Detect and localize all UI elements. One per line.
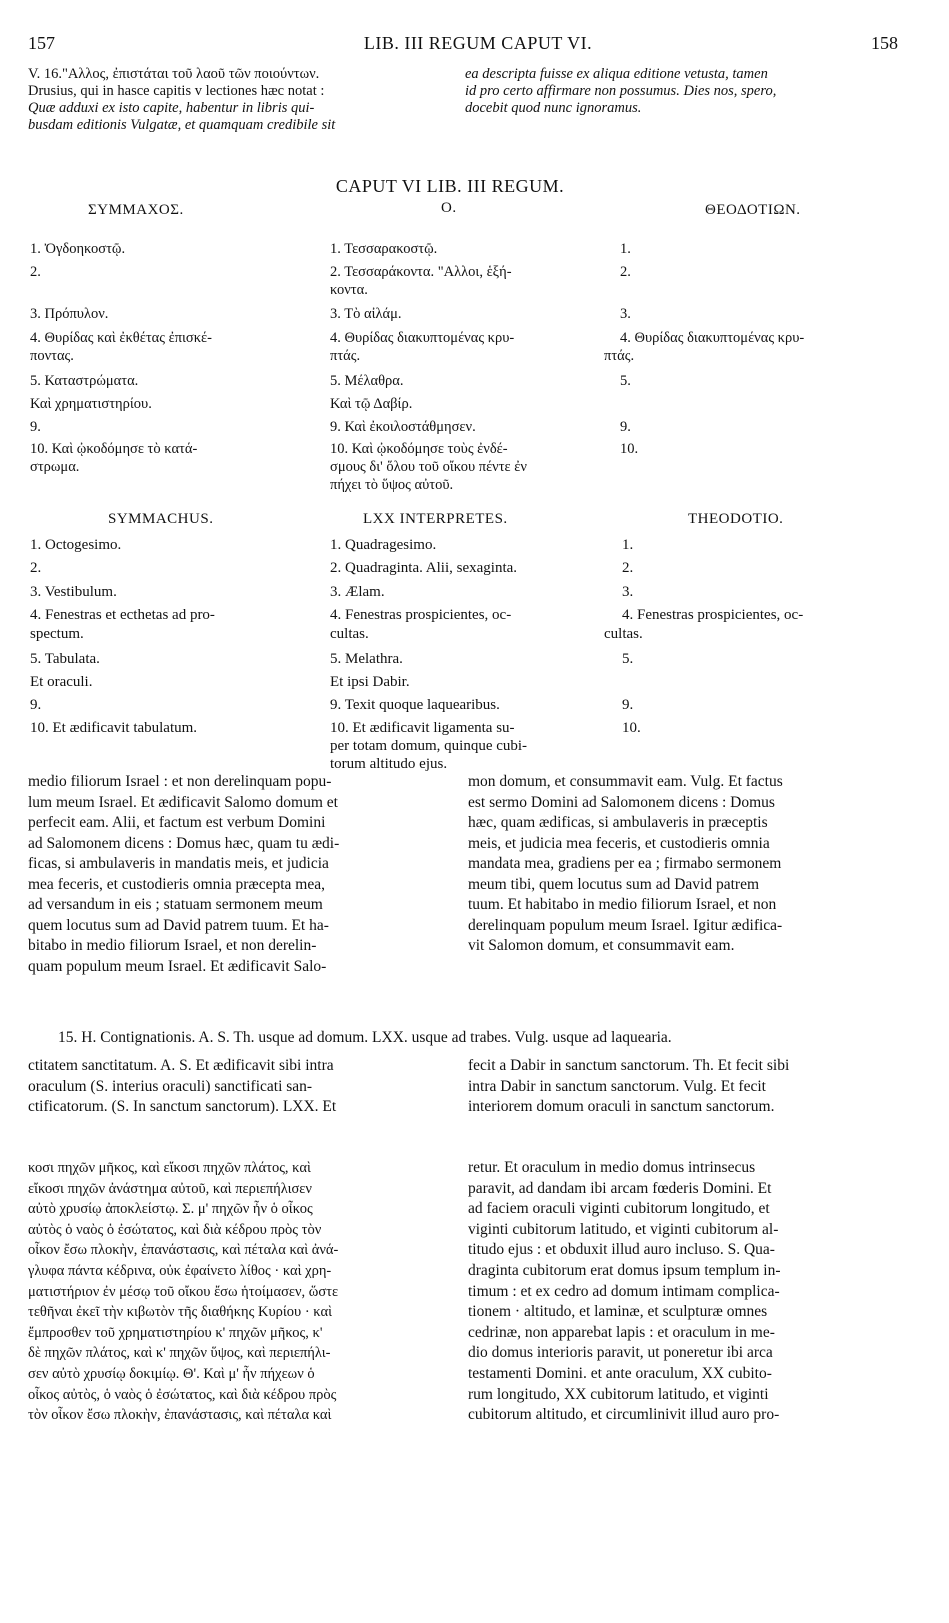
body-line: derelinquam populum meum Israel. Igitur ædifica- xyxy=(468,916,783,934)
latin-lxx-line: 9. Texit quoque laquearibus. xyxy=(330,697,500,713)
bottom-latin-line: cedrinæ, non apparebat lapis : et oraculum in me- xyxy=(468,1323,775,1341)
bottom-latin-line: ad faciem oraculi viginti cubitorum longitudo, et xyxy=(468,1200,770,1218)
greek-theo-line: 1. xyxy=(620,241,631,257)
greek-theo-line: 2. xyxy=(620,264,631,280)
intro-line: id pro certo affirmare non possumus. Dies nos, spero, xyxy=(465,83,777,99)
latin-sym-line: 5. Tabulata. xyxy=(30,651,100,667)
bottom-latin-line: dio domus interioris paravit, ut poneretur ibi arca xyxy=(468,1344,773,1362)
latin-sym-line: 10. Et ædificavit tabulatum. xyxy=(30,720,198,736)
v15-right-column xyxy=(468,1056,898,1118)
body-line: vit Salomon domum, et consummavit eam. xyxy=(468,937,735,954)
latin-theo-line: 2. xyxy=(622,560,634,576)
greek-lxx-line: 9. Καὶ ἐκοιλοστάθμησεν. xyxy=(330,419,476,435)
bottom-greek-line: ματιστήριον ἐν μέσῳ τοῦ οἴκου ἔσω ἡτοίμασεν, ὥστε xyxy=(28,1283,339,1300)
body-line: ad Salomonem dicens : Domus hæc, quam tu ædi- xyxy=(28,834,340,852)
intro-right-column xyxy=(465,66,885,117)
greek-sym-line: 10. Καὶ ᾠκοδόμησε τὸ κατά- xyxy=(30,441,198,457)
greek-theo-line: 5. xyxy=(620,373,631,389)
bottom-right-latin xyxy=(468,1158,898,1426)
latin-lxx-line: 4. Fenestras prospicientes, oc- xyxy=(330,607,512,623)
greek-lxx-line: 3. Τὸ αἰλάμ. xyxy=(330,306,402,322)
latin-sym-line: Et oraculi. xyxy=(30,674,93,690)
bottom-greek-line: εἴκοσι πηχῶν ἀνάστημα αὐτοῦ, καὶ περιεπήλισεν xyxy=(28,1180,312,1197)
bottom-latin-line: cubitorum altitudo, et circumlinivit illud auro pro- xyxy=(468,1406,780,1424)
latin-theo-line: 9. xyxy=(622,697,634,713)
body-line: est sermo Domini ad Salomonem dicens : Domus xyxy=(468,793,775,811)
bottom-latin-line: draginta cubitorum erat domus ipsum templum in- xyxy=(468,1261,781,1279)
greek-lxx-line: 1. Τεσσαρακοστῷ. xyxy=(330,241,438,257)
body-line: meis, et judicia mea feceris, et custodieris omnia xyxy=(468,834,770,852)
latin-lxx-line: per totam domum, quinque cubi- xyxy=(330,738,528,754)
bottom-latin-line: titudo ejus : et obduxit illud auro incluso. S. Qua- xyxy=(468,1241,775,1259)
body-left-column xyxy=(28,772,458,977)
bottom-latin-line: paravit, ad dandam ibi arcam fœderis Domini. Et xyxy=(468,1179,772,1197)
intro-line: ea descripta fuisse ex aliqua editione vetusta, tamen xyxy=(465,66,768,82)
bottom-left-greek xyxy=(28,1158,458,1426)
bottom-latin-line: testamenti Domini. et ante oraculum, XX cubito- xyxy=(468,1364,772,1382)
body-line: medio filiorum Israel : et non derelinquam popu- xyxy=(28,773,332,790)
running-header xyxy=(28,33,898,57)
latin-lxx-line: 10. Et ædificavit ligamenta su- xyxy=(330,720,515,736)
body-line: ad versandum in eis ; statuam sermonem meum xyxy=(28,896,323,913)
greek-lxx-line: πήχει τὸ ὕψος αὐτοῦ. xyxy=(330,477,454,493)
latin-sym-line: 4. Fenestras et ecthetas ad pro- xyxy=(30,607,215,623)
body-line: meum tibi, quem locutus sum ad David patrem xyxy=(468,875,760,893)
greek-head-symmachus: ΣΥΜΜΑΧΟΣ. xyxy=(88,202,184,218)
body-line: mea feceris, et custodieris omnia præcepta mea, xyxy=(28,875,325,893)
latin-theo-line: 5. xyxy=(622,651,634,667)
intro-line: Quæ adduxi ex isto capite, habentur in libris qui- xyxy=(28,100,315,116)
bottom-latin-line: rum longitudo, XX cubitorum latitudo, et viginti xyxy=(468,1385,769,1403)
body-line: perfecit eam. Alii, et factum est verbum Domini xyxy=(28,814,326,831)
greek-sym-line: Καὶ χρηματιστηρίου. xyxy=(30,396,152,412)
body-line: bitabo in medio filiorum Israel, et non derelin- xyxy=(28,937,317,954)
greek-sym-line: 4. Θυρίδας καὶ ἐκθέτας ἐπισκέ- xyxy=(30,330,212,346)
greek-sym-line: 3. Πρόπυλον. xyxy=(30,306,109,322)
latin-lxx-line: Et ipsi Dabir. xyxy=(330,674,410,690)
bottom-greek-line: οἶκος αὐτὸς, ὁ ναὸς ὁ ἐσώτατος, καὶ διὰ κέδρου πρὸς xyxy=(28,1386,337,1403)
intro-line: docebit quod nunc ignoramus. xyxy=(465,100,642,116)
bottom-greek-line: κοσι πηχῶν μῆκος, καὶ εἴκοσι πηχῶν πλάτος, καὶ xyxy=(28,1160,311,1176)
bottom-greek-line: τὸν οἶκον ἔσω πλοκὴν, ἐπανάστασις, καὶ πέταλα καὶ xyxy=(28,1407,332,1424)
greek-lxx-line: 5. Μέλαθρα. xyxy=(330,373,404,389)
latin-head-symmachus: SYMMACHUS. xyxy=(108,511,214,527)
body-line: ficas, si ambulaveris in mandatis meis, et judicia xyxy=(28,855,329,872)
latin-sym-line: 3. Vestibulum. xyxy=(30,584,117,600)
body-right-column xyxy=(468,772,898,957)
greek-head-theodotion: ΘΕΟΔΟΤΙΩΝ. xyxy=(705,202,801,218)
latin-head-theodotion: THEODOTIO. xyxy=(688,511,784,527)
latin-lxx-line: cultas. xyxy=(330,626,369,642)
greek-lxx-line: 4. Θυρίδας διακυπτομένας κρυ- xyxy=(330,330,515,346)
latin-sym-line: spectum. xyxy=(30,626,84,642)
intro-line: busdam editionis Vulgatæ, et quamquam credibile sit xyxy=(28,117,336,133)
greek-sym-line: ποντας. xyxy=(30,348,74,364)
intro-line: Drusius, qui in hasce capitis v lectiones hæc notat : xyxy=(28,83,325,99)
latin-sym-line: 2. xyxy=(30,560,42,576)
greek-sym-line: 9. xyxy=(30,419,41,435)
greek-lxx-line: κοντα. xyxy=(330,282,368,298)
latin-lxx-line: 5. Melathra. xyxy=(330,651,403,667)
v15-line: intra Dabir in sanctum sanctorum. Vulg. Et fecit xyxy=(468,1077,766,1095)
bottom-greek-line: τεθῆναι ἐκεῖ τὴν κιβωτὸν τῆς διαθήκης Κυρίου · καὶ xyxy=(28,1304,332,1321)
greek-sym-line: στρωμα. xyxy=(30,459,80,475)
greek-lxx-line: σμους δι' ὅλου τοῦ οἴκου πέντε ἐν xyxy=(330,459,527,475)
greek-theo-line: 10. xyxy=(620,441,639,457)
body-line: hæc, quam ædificas, si ambulaveris in præceptis xyxy=(468,814,768,831)
latin-lxx-line: torum altitudo ejus. xyxy=(330,756,448,772)
v15-line: ctificatorum. (S. In sanctum sanctorum). LXX. Et xyxy=(28,1098,337,1115)
latin-sym-line: 9. xyxy=(30,697,42,713)
page-number-right: 158 xyxy=(871,33,898,53)
body-line: mandata mea, gradiens per ea ; firmabo sermonem xyxy=(468,855,782,872)
body-line: quem locutus sum ad David patrem tuum. Et ha- xyxy=(28,916,329,934)
latin-lxx-line: 2. Quadraginta. Alii, sexaginta. xyxy=(330,560,518,576)
latin-sym-line: 1. Octogesimo. xyxy=(30,537,122,553)
section-title: CAPUT VI LIB. III REGUM. xyxy=(335,176,565,196)
greek-theo-line: 9. xyxy=(620,419,631,435)
latin-theo-line: 3. xyxy=(622,584,634,600)
latin-theo-line: 4. Fenestras prospicientes, oc- xyxy=(622,607,804,623)
greek-lxx-line: 10. Καὶ ᾠκοδόμησε τοὺς ἐνδέ- xyxy=(330,441,508,457)
greek-theo-line: 4. Θυρίδας διακυπτομένας κρυ- xyxy=(620,330,805,346)
bottom-greek-line: σεν αὐτὸ χρυσίῳ δοκιμίῳ. Θ'. Καὶ μ' ἦν πήχεων ὁ xyxy=(28,1365,315,1382)
v15-line: ctitatem sanctitatum. A. S. Et ædificavit sibi intra xyxy=(28,1057,334,1074)
greek-theo-line: 3. xyxy=(620,306,631,322)
latin-theo-line: 1. xyxy=(622,537,634,553)
verse-15-heading: 15. H. Contignationis. A. S. Th. usque ad domum. LXX. usque ad trabes. Vulg. usque ad laquearia. xyxy=(58,1029,672,1046)
greek-lxx-line: 2. Τεσσαράκοντα. "Αλλοι, ἑξή- xyxy=(330,264,512,280)
latin-head-lxx: LXX INTERPRETES. xyxy=(363,511,508,527)
latin-lxx-line: 3. Ælam. xyxy=(330,584,385,600)
body-line: lum meum Israel. Et ædificavit Salomo domum et xyxy=(28,793,338,811)
bottom-latin-line: tionem · altitudo, et laminæ, et sculpturæ omnes xyxy=(468,1303,768,1321)
latin-lxx-line: 1. Quadragesimo. xyxy=(330,537,437,553)
v15-left-column xyxy=(28,1056,458,1118)
bottom-greek-line: δὲ πηχῶν πλάτος, καὶ κ' πηχῶν ὕψος, καὶ περιεπήλι- xyxy=(28,1345,331,1362)
v15-line: oraculum (S. interius oraculi) sanctificati san- xyxy=(28,1077,313,1095)
bottom-latin-line: timum : et ex cedro ad domum intimam complica- xyxy=(468,1282,780,1300)
latin-theo-line: 10. xyxy=(622,720,641,736)
body-line: quam populum meum Israel. Et ædificavit Salo- xyxy=(28,957,327,975)
bottom-greek-line: οἶκον ἔσω πλοκὴν, ἐπανάστασις, καὶ πέταλα καὶ ἀνά- xyxy=(28,1242,339,1259)
intro-line: V. 16."Αλλος, ἐπιστάται τοῦ λαοῦ τῶν ποιούντων. xyxy=(28,66,320,82)
v15-line: fecit a Dabir in sanctum sanctorum. Th. Et fecit sibi xyxy=(468,1057,790,1074)
v15-line: interiorem domum oraculi in sanctum sanctorum. xyxy=(468,1098,775,1115)
greek-sym-line: 1. Ὀγδοηκοστῷ. xyxy=(30,241,126,257)
greek-sym-line: 5. Καταστρώματα. xyxy=(30,373,139,389)
greek-lxx-line: πτάς. xyxy=(330,348,361,364)
greek-head-lxx: Ο. xyxy=(441,200,457,216)
greek-sym-line: 2. xyxy=(30,264,41,280)
body-line: tuum. Et habitabo in medio filiorum Israel, et non xyxy=(468,896,777,913)
greek-theo-line: πτάς. xyxy=(604,348,635,364)
intro-left-column xyxy=(28,66,448,134)
bottom-greek-line: αὐτὸ χρυσίῳ ἀποκλείστῳ. Σ. μ' πηχῶν ἦν ὁ οἶκος xyxy=(28,1201,313,1218)
body-line: mon domum, et consummavit eam. Vulg. Et factus xyxy=(468,773,783,790)
bottom-greek-line: ἔμπροσθεν τοῦ χρηματιστηρίου κ' πηχῶν μῆκος, κ' xyxy=(28,1324,323,1341)
latin-theo-line: cultas. xyxy=(604,626,643,642)
bottom-greek-line: γλυφα πάντα κέδρινα, οὐκ ἐφαίνετο λίθος · καὶ χρη- xyxy=(28,1262,332,1279)
bottom-greek-line: αὐτὸς ὁ ναὸς ὁ ἐσώτατος, καὶ διὰ κέδρου πρὸς τὸν xyxy=(28,1221,322,1238)
page-number-left: 157 xyxy=(28,33,55,53)
bottom-latin-line: viginti cubitorum latitudo, et viginti cubitorum al- xyxy=(468,1220,779,1238)
greek-lxx-line: Καὶ τῷ Δαβίρ. xyxy=(330,396,413,412)
running-title: LIB. III REGUM CAPUT VI. xyxy=(363,33,593,53)
bottom-latin-line: retur. Et oraculum in medio domus intrinsecus xyxy=(468,1159,756,1176)
